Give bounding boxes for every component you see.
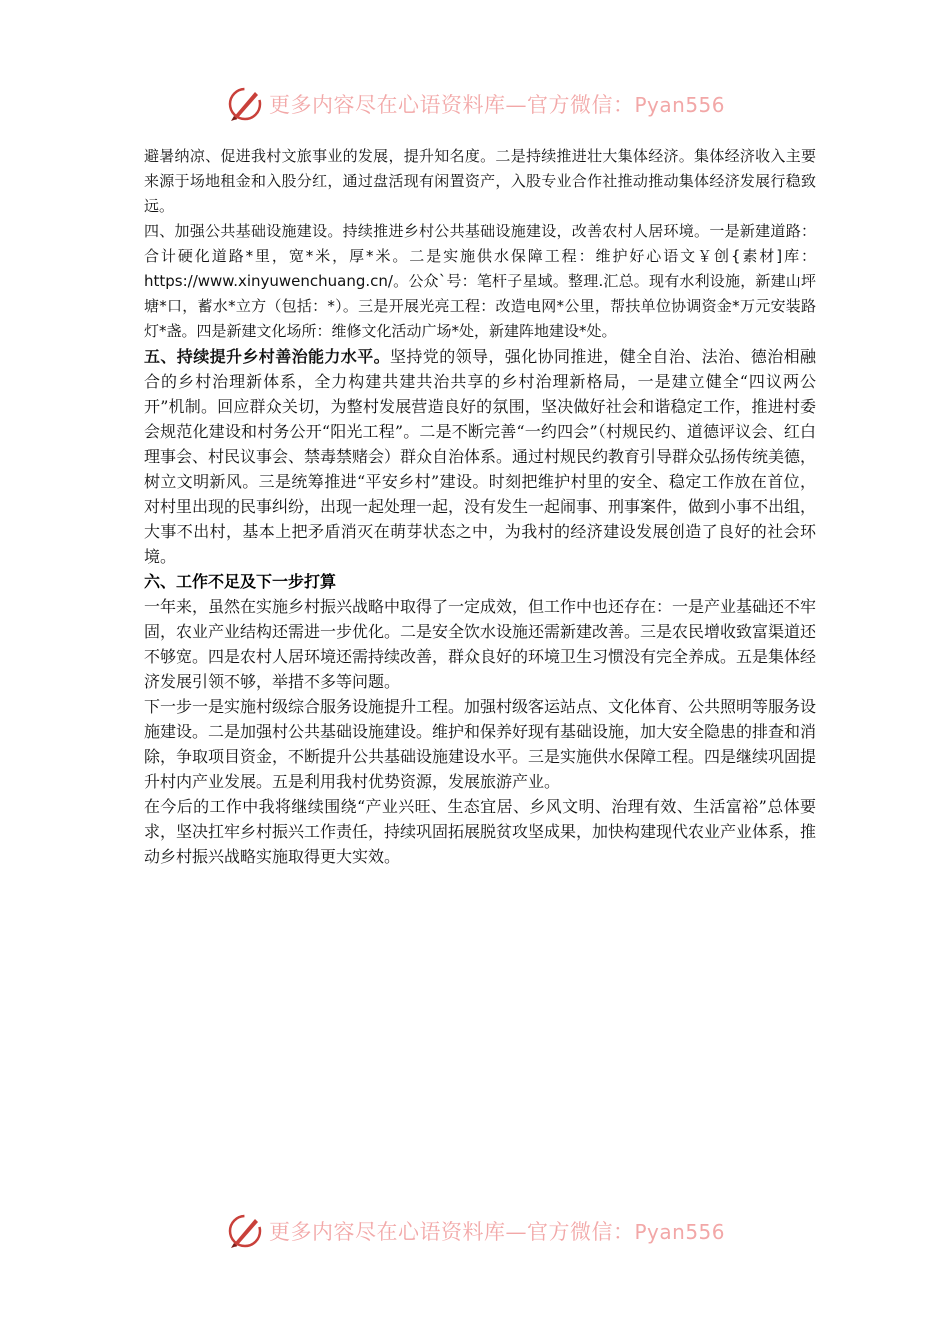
paragraph-2: 四、加强公共基础设施建设。持续推进乡村公共基础设施建设，改善农村人居环境。一是新建道路：合计硬化道路*里，宽*米，厚*米。二是实施供水保障工程：维护好心语文￥创{素材]库：https://www.xinyuwenchuang.cn/。公众`号：笔杆子星域。整理.汇总。现有水利设施，新建山坪塘*口，蓄水*立方（包括：*）。三是开展光亮工程：改造电网*公里，帮扶单位协调资金*万元安装路灯*盏。四是新建文化场所：维修文化活动广场*处，新建阵地建设*处。 [144, 222, 816, 340]
banner-text: 更多内容尽在心语资料库—官方微信：Pyan556 [269, 1220, 726, 1244]
paragraph-3: 五、持续提升乡村善治能力水平。坚持党的领导，强化协同推进，健全自治、法治、德治相融合的乡村治理新体系，全力构建共建共治共享的乡村治理新格局，一是建立健全“四议两公开”机制。回应群众关切，为整村发展营造良好的氛围，坚决做好社会和谐稳定工作，推进村委会规范化建设和村务公开“阳光工程”。二是不断完善“一约四会”（村规民约、道德评议会、红白理事会、村民议事会、禁毒禁赌会）群众自治体系。通过村规民约教育引导群众弘扬传统美德，树立文明新风。三是统筹推进“平安乡村”建设。时刻把维护村里的安全、稳定工作放在首位，对村里出现的民事纠纷，出现一起处理一起，没有发生一起闹事、刑事案件，做到小事不出组，大事不出村，基本上把矛盾消灭在萌芽状态之中，为我村的经济建设发展创造了良好的社会环境。 [144, 347, 817, 566]
paragraph-1: 避暑纳凉、促进我村文旅事业的发展，提升知名度。二是持续推进壮大集体经济。集体经济收入主要来源于场地租金和入股分红，通过盘活现有闲置资产，入股专业合作社推动推动集体经济发展行稳致远。 [144, 147, 816, 215]
pen-icon [225, 84, 265, 124]
pen-icon [225, 1211, 265, 1251]
document-body [144, 144, 816, 869]
footer-banner [0, 1209, 950, 1253]
paragraph-5: 下一步一是实施村级综合服务设施提升工程。加强村级客运站点、文化体育、公共照明等服务设施建设。二是加强村公共基础设施建设。维护和保养好现有基础设施，加大安全隐患的排查和消除，争取项目资金，不断提升公共基础设施建设水平。三是实施供水保障工程。四是继续巩固提升村内产业发展。五是利用我村优势资源，发展旅游产业。 [144, 697, 817, 791]
header-banner [0, 82, 950, 126]
section-5-heading: 五、持续提升乡村善治能力水平。 [144, 347, 390, 366]
paragraph-4: 一年来，虽然在实施乡村振兴战略中取得了一定成效，但工作中也还存在：一是产业基础还不牢固，农业产业结构还需进一步优化。二是安全饮水设施还需新建改善。三是农民增收致富渠道还不够宽。四是农村人居环境还需持续改善，群众良好的环境卫生习惯没有完全养成。五是集体经济发展引领不够，举措不多等问题。 [144, 597, 817, 691]
section-6-heading: 六、工作不足及下一步打算 [144, 572, 337, 591]
paragraph-6: 在今后的工作中我将继续围绕“产业兴旺、生态宜居、乡风文明、治理有效、生活富裕”总体要求，坚决扛牢乡村振兴工作责任，持续巩固拓展脱贫攻坚成果，加快构建现代农业产业体系，推动乡村振兴战略实施取得更大实效。 [144, 797, 817, 866]
banner-text: 更多内容尽在心语资料库—官方微信：Pyan556 [269, 93, 726, 117]
